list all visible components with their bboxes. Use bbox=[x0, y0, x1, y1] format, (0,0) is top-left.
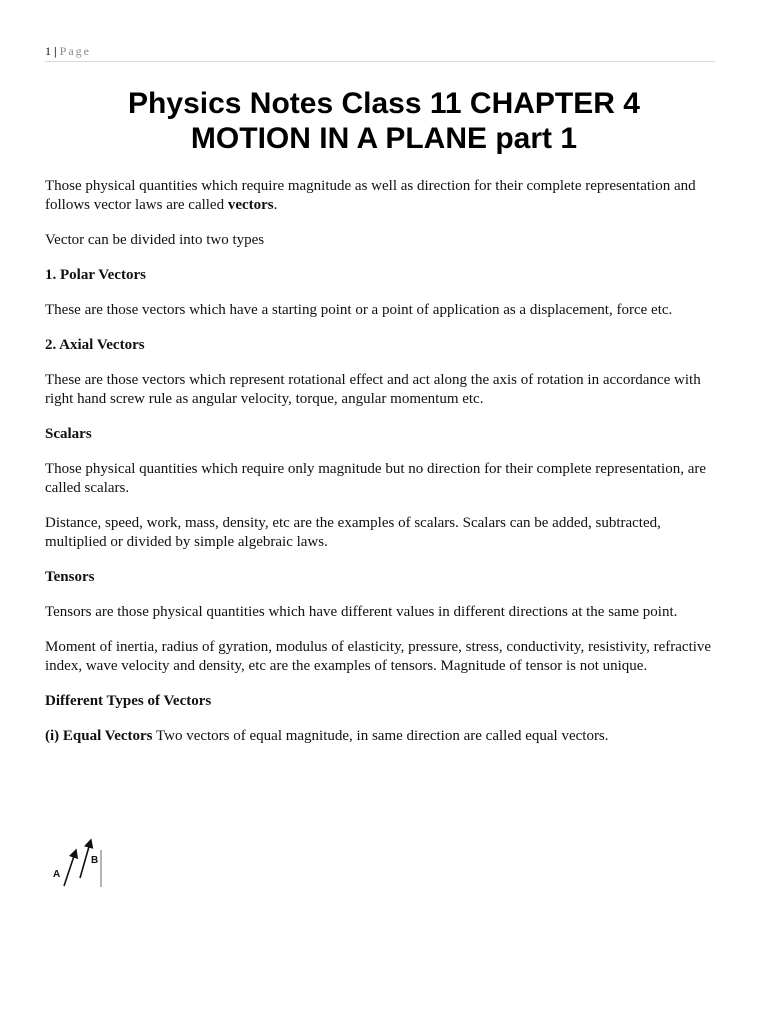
intro-end: . bbox=[273, 197, 278, 213]
vector-a-arrow bbox=[64, 853, 75, 886]
polar-heading: 1. Polar Vectors bbox=[45, 267, 146, 283]
scalars-text-2: Distance, speed, work, mass, density, etc are the examples of scalars. Scalars can be added, subtracted, multiplied or divided by simple algebraic laws. bbox=[45, 515, 661, 550]
scalars-heading: Scalars bbox=[45, 426, 92, 442]
vector-types-heading: Different Types of Vectors bbox=[45, 693, 212, 709]
intro-bold-term: vectors bbox=[227, 197, 274, 213]
vector-b-arrow bbox=[80, 843, 90, 878]
title-line-1: Physics Notes Class 11 CHAPTER 4 bbox=[128, 87, 640, 120]
types-intro: Vector can be divided into two types bbox=[45, 232, 265, 248]
page-header bbox=[45, 43, 715, 62]
header-separator: | bbox=[54, 44, 57, 58]
intro-paragraph bbox=[45, 177, 720, 215]
polar-text: These are those vectors which have a starting point or a point of application as a displacement, force etc. bbox=[45, 302, 673, 318]
vector-a-label: A bbox=[53, 869, 61, 880]
axial-heading: 2. Axial Vectors bbox=[45, 337, 145, 353]
equal-vectors-paragraph bbox=[45, 727, 720, 746]
equal-vectors-term: (i) Equal Vectors bbox=[45, 728, 153, 744]
page-number: 1 bbox=[45, 44, 51, 58]
scalars-text-1: Those physical quantities which require only magnitude but no direction for their complete representation, are called scalars. bbox=[45, 461, 707, 496]
equal-vectors-figure bbox=[50, 823, 106, 889]
document-body bbox=[45, 177, 720, 762]
tensors-heading: Tensors bbox=[45, 569, 95, 585]
title-line-2: MOTION IN A PLANE part 1 bbox=[190, 122, 578, 155]
equal-vectors-text: Two vectors of equal magnitude, in same direction are called equal vectors. bbox=[152, 728, 609, 744]
tensors-text-1: Tensors are those physical quantities which have different values in different directions at the same point. bbox=[45, 604, 678, 620]
tensors-text-2: Moment of inertia, radius of gyration, modulus of elasticity, pressure, stress, conductivity, resistivity, refractive index, wave velocity and density, etc are the examples of tensors. Magnitude of tensor is not unique. bbox=[45, 639, 712, 674]
document-title bbox=[0, 86, 768, 156]
page-word: Page bbox=[59, 44, 91, 58]
vector-b-label: B bbox=[91, 855, 99, 866]
axial-text: These are those vectors which represent rotational effect and act along the axis of rotation in accordance with right hand screw rule as angular velocity, torque, angular momentum etc. bbox=[45, 372, 701, 407]
intro-text: Those physical quantities which require magnitude as well as direction for their complete representation and follows vector laws are called bbox=[45, 178, 696, 213]
